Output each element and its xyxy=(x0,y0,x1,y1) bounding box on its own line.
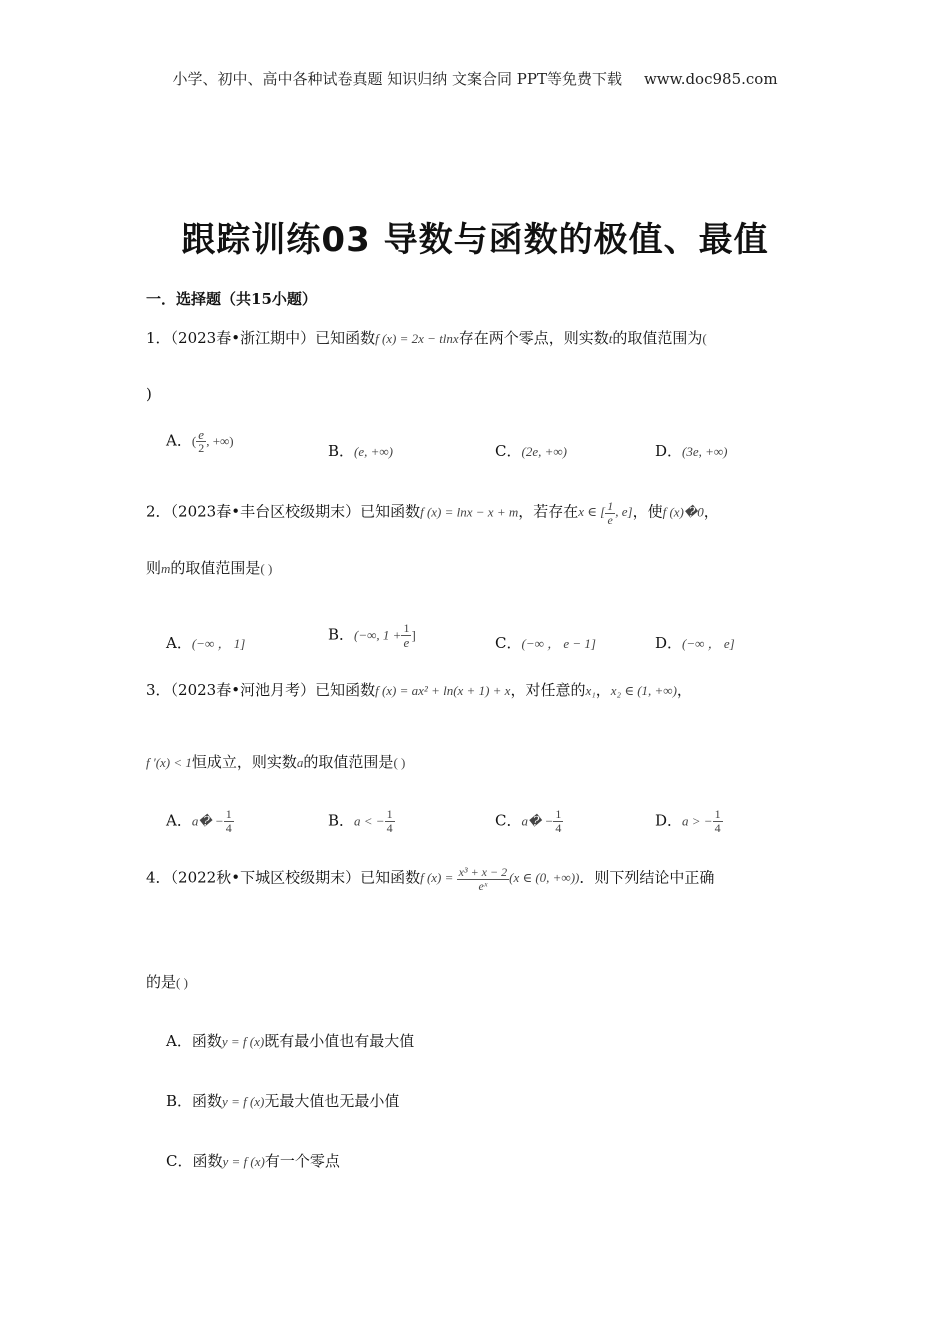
q3-source: （2023春•河池月考） xyxy=(170,681,316,699)
q1-option-d[interactable]: D．(3e, +∞) xyxy=(655,442,728,460)
question-2-line-1: 2．（2023春•丰台区校级期末）已知函数f (x) = lnx − x + m，若存在x ∈ [ $\frac{1}{e}$ , e]，使f (x)�0， xyxy=(146,499,719,527)
question-1-line-1 xyxy=(146,328,707,349)
page-title: 跟踪训练03 导数与函数的极值、最值 xyxy=(181,220,769,260)
question-2-line-2: 则m的取值范围是( ) xyxy=(146,559,273,577)
q1-left-paren: ( xyxy=(702,331,707,346)
q2-option-b[interactable]: B．(−∞, 1 + $\frac{1}{e}$ ] xyxy=(328,621,416,650)
q1-function: f (x) = 2x − tlnx xyxy=(375,331,459,346)
question-3-line-1: 3．（2023春•河池月考）已知函数f (x) = ax² + ln(x + 1) + x，对任意的x₁，x₂ ∈ (1, +∞)， xyxy=(146,681,692,699)
q2-answer-blank: ( ) xyxy=(260,561,273,576)
q4-function: f (x) = $\frac{\text{x³ + x − 2}}{\text{eˣ}}$ (x ∈ (0, +∞)) xyxy=(420,865,580,893)
q1-option-a[interactable]: A．( $\frac{e}{2}$ , +∞) xyxy=(166,427,234,455)
page-header xyxy=(0,68,950,89)
q2-source: （2023春•丰台区校级期末） xyxy=(170,502,361,521)
q3-option-b[interactable]: B．a < − $\frac{1}{4}$ xyxy=(328,807,393,835)
q4-option-c[interactable]: C．函数y = f (x)有一个零点 xyxy=(166,1152,340,1170)
q3-option-d[interactable]: D．a > − $\frac{1}{4}$ xyxy=(655,807,721,835)
q2-option-c[interactable]: C．(−∞ ， e − 1] xyxy=(495,634,596,652)
q3-function: f (x) = ax² + ln(x + 1) + x xyxy=(375,683,511,698)
header-site-link[interactable]: www.doc985.com xyxy=(643,70,778,88)
q4-source: （2022秋•下城区校级期末） xyxy=(170,868,361,887)
q1-mid: 存在两个零点，则实数 xyxy=(458,329,609,347)
q1-option-c[interactable]: C．(2e, +∞) xyxy=(495,442,567,460)
q3-option-a[interactable]: A．a� − $\frac{1}{4}$ xyxy=(166,807,232,835)
section-heading: 一．选择题（共15小题） xyxy=(146,290,317,308)
question-4-line-2: 的是( ) xyxy=(146,973,188,991)
q2-option-a[interactable]: A．(−∞ ， 1] xyxy=(166,634,246,652)
q4-answer-blank: ( ) xyxy=(176,975,188,990)
header-text: 小学、初中、高中各种试卷真题 知识归纳 文案合同 PPT等免费下载 xyxy=(172,70,622,88)
q1-pre: 已知函数 xyxy=(315,329,376,347)
q3-answer-blank: ( ) xyxy=(393,755,406,770)
q1-source: （2023春•浙江期中） xyxy=(170,329,316,347)
q1-variable: t xyxy=(608,331,613,346)
q3-option-c[interactable]: C．a� − $\frac{1}{4}$ xyxy=(495,807,562,835)
q2-inequality: f (x)�0 xyxy=(662,504,704,520)
q2-condition: x ∈ [ $\frac{1}{e}$ , e] xyxy=(578,499,633,527)
q4-option-a[interactable]: A．函数y = f (x)既有最小值也有最大值 xyxy=(166,1032,415,1050)
q2-option-d[interactable]: D．(−∞ ， e] xyxy=(655,634,735,652)
q1-option-b[interactable]: B．(e, +∞) xyxy=(328,442,393,460)
q1-option-a-fraction: $\frac{e}{2}$ xyxy=(198,427,205,455)
q4-option-b[interactable]: B．函数y = f (x)无最大值也无最小值 xyxy=(166,1092,400,1110)
q1-right-paren: ) xyxy=(146,385,152,403)
q1-post: 的取值范围为 xyxy=(612,329,703,347)
question-3-line-2: f ′(x) < 1恒成立，则实数a的取值范围是( ) xyxy=(146,753,406,771)
q2-function: f (x) = lnx − x + m xyxy=(420,504,519,520)
question-4-line-1: 4．（2022秋•下城区校级期末）已知函数f (x) = $\frac{\text{x³ + x − 2}}{\text{eˣ}}$ (x ∈ (0, +∞))．则下列结论中正确 xyxy=(146,865,715,893)
q1-number: 1． xyxy=(146,329,171,347)
